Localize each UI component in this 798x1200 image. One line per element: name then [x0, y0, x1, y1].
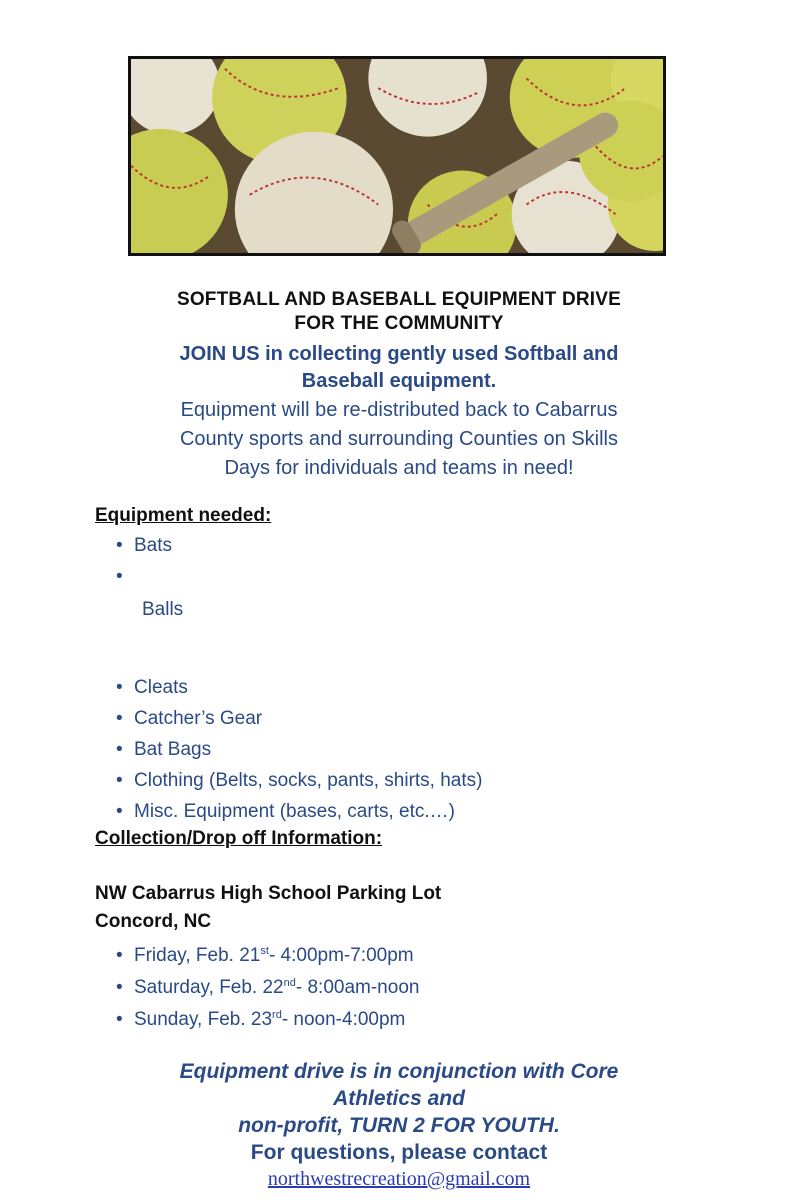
footer-line-1: Equipment drive is in conjunction with Core	[179, 1060, 619, 1083]
bullet-icon: •	[116, 535, 123, 556]
location-line-1: NW Cabarrus High School Parking Lot	[95, 883, 442, 904]
description-line-3: Days for individuals and teams in need!	[224, 457, 574, 479]
footer-line-3: non-profit, TURN 2 FOR YOUTH.	[238, 1114, 560, 1137]
description	[0, 396, 798, 483]
list-item: • Bats	[116, 530, 482, 561]
list-item: • Cleats	[116, 672, 482, 703]
collection-location	[95, 880, 441, 936]
list-item: • Saturday, Feb. 22nd- 8:00am-noon	[116, 967, 419, 999]
list-item	[116, 561, 482, 592]
list-item: Balls	[142, 599, 184, 620]
collection-title: Collection/Drop off Information:	[95, 828, 383, 849]
join-line-1: JOIN US in collecting gently used Softball and	[179, 343, 619, 365]
list-item: • Clothing (Belts, socks, pants, shirts, hats)	[116, 765, 482, 796]
balls-and-bat-illustration	[131, 59, 663, 253]
description-line-1: Equipment will be re-distributed back to Cabarrus	[180, 399, 618, 421]
list-item: • Catcher’s Gear	[116, 703, 482, 734]
collection-times	[116, 935, 419, 1031]
hero-image	[128, 56, 666, 256]
footer-message	[0, 1058, 798, 1166]
headline-line-1: SOFTBALL AND BASEBALL EQUIPMENT DRIVE	[176, 289, 622, 310]
contact-email-link[interactable]: northwestrecreation@gmail.com	[267, 1168, 531, 1190]
bullet-icon: •	[116, 739, 123, 760]
bullet-icon: •	[116, 977, 123, 998]
bullet-icon: •	[116, 770, 123, 791]
footer-line-4: For questions, please contact	[250, 1141, 548, 1164]
bullet-icon: •	[116, 677, 123, 698]
description-line-2: County sports and surrounding Counties on Skills	[179, 428, 619, 450]
join-message	[0, 341, 798, 395]
bullet-icon: •	[116, 708, 123, 729]
equipment-title: Equipment needed:	[95, 505, 272, 526]
headline-line-2: FOR THE COMMUNITY	[294, 313, 504, 334]
join-line-2: Baseball equipment.	[301, 370, 497, 392]
footer-line-2: Athletics and	[333, 1087, 465, 1110]
bullet-icon: •	[116, 801, 123, 822]
equipment-list	[116, 530, 482, 827]
list-item: • Sunday, Feb. 23rd- noon-4:00pm	[116, 999, 419, 1031]
headline	[0, 288, 798, 336]
list-item: • Friday, Feb. 21st- 4:00pm-7:00pm	[116, 935, 419, 967]
bullet-icon: •	[116, 945, 123, 966]
location-line-2: Concord, NC	[95, 911, 212, 932]
list-item: • Bat Bags	[116, 734, 482, 765]
bullet-icon: •	[116, 566, 123, 587]
bullet-icon: •	[116, 1009, 123, 1030]
list-item: • Misc. Equipment (bases, carts, etc.…)	[116, 796, 482, 827]
